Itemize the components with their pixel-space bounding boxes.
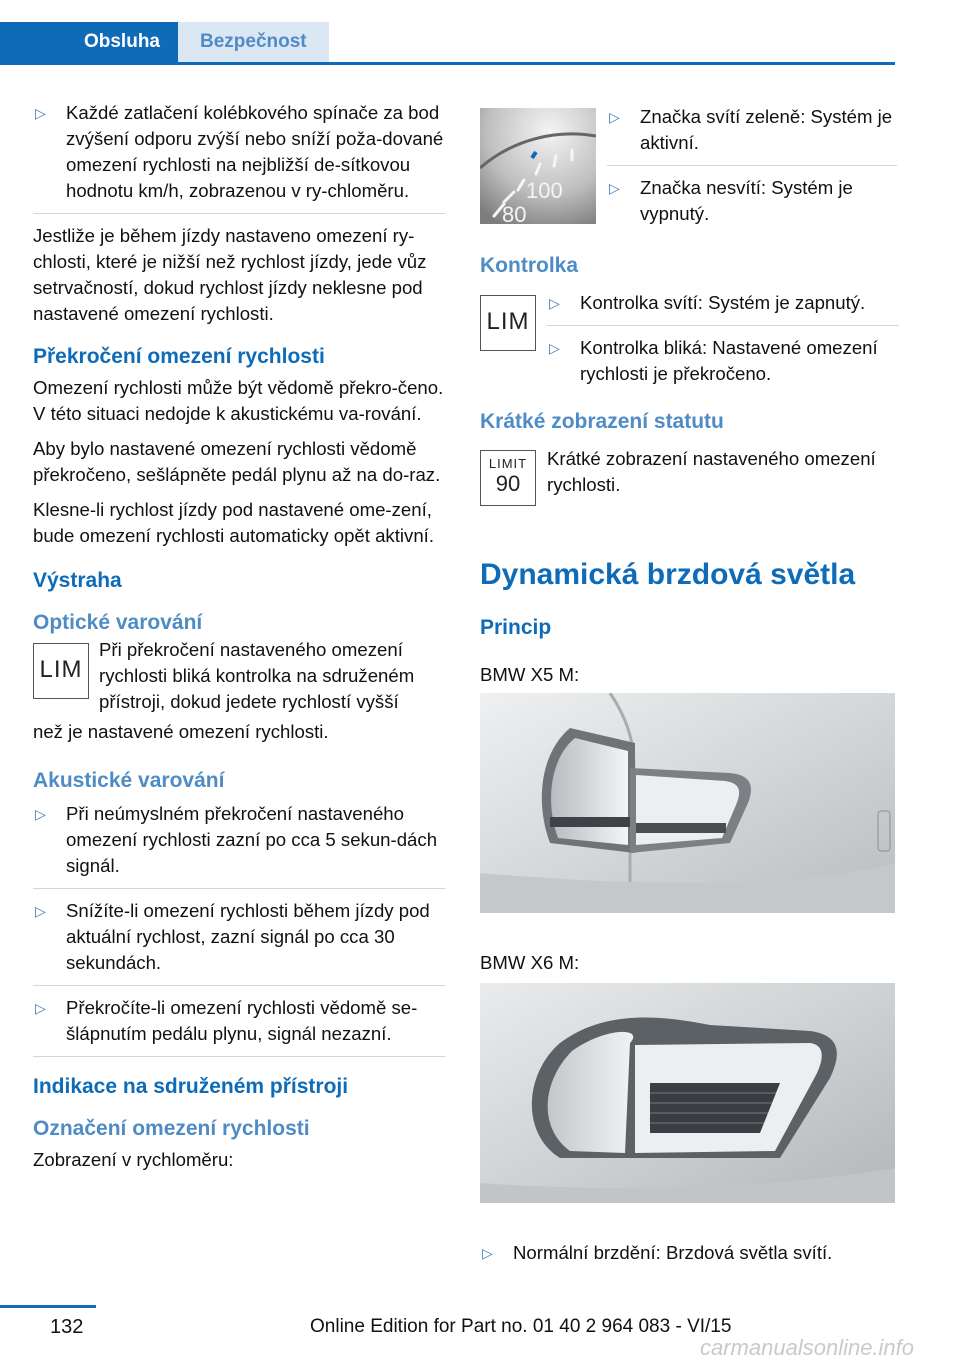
optical-warning-block bbox=[33, 641, 445, 719]
heading-optical-warning: Optické varování bbox=[33, 611, 203, 634]
heading-limit-mark: Označení omezení rychlosti bbox=[33, 1117, 310, 1140]
speedo-label-80: 80 bbox=[502, 202, 527, 227]
x5-tail-light-graphic bbox=[480, 693, 895, 913]
heading-indicator: Kontrolka bbox=[480, 254, 579, 277]
bullet-text: Kontrolka svítí: Systém je zapnutý. bbox=[580, 292, 866, 313]
list-item bbox=[547, 290, 899, 326]
mark-bullets bbox=[607, 104, 897, 236]
speedometer-graphic bbox=[480, 108, 596, 224]
model-label-x5: BMW X5 M: bbox=[480, 664, 580, 685]
model-label-x6: BMW X6 M: bbox=[480, 952, 580, 973]
bullet-text: Snížíte-li omezení rychlosti během jízdy pod aktuální rychlost, zazní signál po cca 30 sekundách. bbox=[66, 900, 430, 973]
tab-bezpecnost[interactable]: Bezpečnost bbox=[178, 22, 329, 62]
limit-90-icon bbox=[480, 450, 536, 506]
heading-warning: Výstraha bbox=[33, 569, 122, 592]
edition-note: Online Edition for Part no. 01 40 2 964 083 - VI/15 bbox=[310, 1316, 732, 1337]
bullet-text: Překročíte-li omezení rychlosti vědomě se‐šlápnutím pedálu plynu, signál nezazní. bbox=[66, 997, 418, 1044]
brake-bullets bbox=[480, 1240, 898, 1275]
heading-dynamic-brake-lights: Dynamická brzdová světla bbox=[480, 558, 856, 591]
triangle-bullet-icon: ▷ bbox=[35, 806, 46, 822]
bullet-text: Značka svítí zeleně: Systém je aktivní. bbox=[640, 106, 893, 153]
list-item bbox=[480, 1240, 898, 1266]
tab-obsluha[interactable]: Obsluha bbox=[0, 22, 178, 62]
limit-value: 90 bbox=[495, 471, 521, 496]
list-item bbox=[607, 104, 897, 166]
watermark: carmanualsonline.info bbox=[700, 1335, 915, 1360]
bullet-text: Normální brzdění: Brzdová světla svítí. bbox=[513, 1242, 833, 1263]
paragraph: Zobrazení v rychloměru: bbox=[33, 1149, 234, 1170]
heading-exceed: Překročení omezení rychlosti bbox=[33, 345, 325, 368]
footer-rule bbox=[0, 1305, 96, 1308]
bullet-text: Kontrolka bliká: Nastavené omezení rychlosti je překročeno. bbox=[580, 337, 878, 384]
heading-principle: Princip bbox=[480, 616, 552, 639]
triangle-bullet-icon: ▷ bbox=[35, 903, 46, 919]
lim-indicator-icon: LIM bbox=[33, 643, 89, 699]
list-item bbox=[33, 100, 445, 214]
limit-label: LIMIT bbox=[488, 456, 528, 471]
list-item bbox=[547, 335, 899, 387]
list-item bbox=[33, 801, 445, 889]
paragraph: Omezení rychlosti může být vědomě překro‐čeno. V této situaci nedojde k akustickému va‐rování. bbox=[33, 377, 444, 424]
bmw-x5-tail-light-image bbox=[480, 693, 895, 913]
section-tabs bbox=[0, 22, 895, 65]
heading-acoustic-warning: Akustické varování bbox=[33, 769, 225, 792]
paragraph: Klesne-li rychlost jízdy pod nastavené ome‐zení, bude omezení rychlosti automaticky opět aktivní. bbox=[33, 499, 435, 546]
x6-tail-light-graphic bbox=[480, 983, 895, 1203]
paragraph: Aby bylo nastavené omezení rychlosti vědomě překročeno, sešlápněte pedál plynu až na do‐raz. bbox=[33, 438, 441, 485]
paragraph: Krátké zobrazení nastaveného omezení rychlosti. bbox=[547, 448, 876, 495]
heading-status: Krátké zobrazení statutu bbox=[480, 410, 724, 433]
bullet-text: Každé zatlačení kolébkového spínače za bod zvýšení odporu zvýší nebo sníží poža‐dované omezení rychlosti na nejbližší de‐sítkovou hodnotu km/h, zobrazenou v ry‐chloměru. bbox=[66, 102, 444, 201]
heading-cluster-display: Indikace na sdruženém přístroji bbox=[33, 1075, 349, 1098]
speedometer-image bbox=[480, 108, 596, 227]
triangle-bullet-icon: ▷ bbox=[482, 1245, 493, 1261]
paragraph: Při překročení nastaveného omezení rychlosti bliká kontrolka na sdruženém přístroji, dokud jedete rychlostí vyšší bbox=[99, 639, 415, 712]
lim-indicator-icon: LIM bbox=[480, 295, 536, 351]
triangle-bullet-icon: ▷ bbox=[609, 109, 620, 125]
list-item bbox=[33, 898, 445, 986]
paragraph: než je nastavené omezení rychlosti. bbox=[33, 721, 329, 742]
indicator-bullets bbox=[547, 290, 899, 396]
paragraph: Jestliže je během jízdy nastaveno omezení ry‐chlosti, které je nižší než rychlost jízdy, jede vůz setrvačností, dokud rychlost jízdy neklesne pod nastavené omezení rychlosti. bbox=[33, 225, 427, 324]
triangle-bullet-icon: ▷ bbox=[609, 180, 620, 196]
bmw-x6-tail-light-image bbox=[480, 983, 895, 1203]
left-column bbox=[33, 100, 445, 1182]
triangle-bullet-icon: ▷ bbox=[549, 340, 560, 356]
page-number: 132 bbox=[50, 1316, 84, 1338]
list-item bbox=[607, 175, 897, 227]
triangle-bullet-icon: ▷ bbox=[35, 1000, 46, 1016]
triangle-bullet-icon: ▷ bbox=[549, 295, 560, 311]
list-item bbox=[33, 995, 445, 1057]
bullet-text: Při neúmyslném překročení nastaveného omezení rychlosti zazní po cca 5 sekun‐dách signál. bbox=[66, 803, 438, 876]
speedo-label-100: 100 bbox=[526, 178, 563, 203]
bullet-text: Značka nesvítí: Systém je vypnutý. bbox=[640, 177, 853, 224]
triangle-bullet-icon: ▷ bbox=[35, 105, 46, 121]
